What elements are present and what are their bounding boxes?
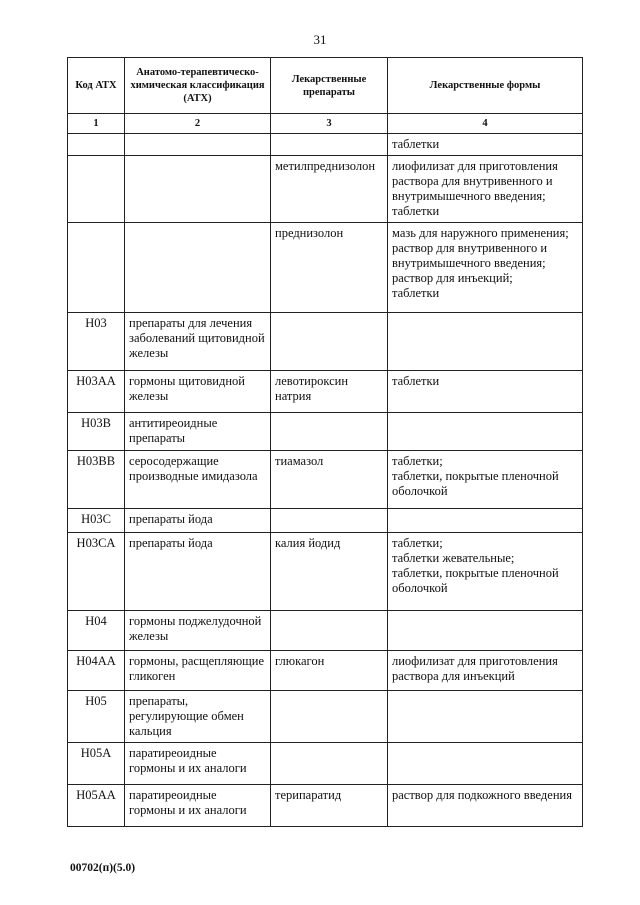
dosage-form-line: таблетки [392,137,440,151]
dosage-form-line: таблетки [392,204,440,218]
dosage-forms-cell [388,743,583,785]
table-header-row [68,58,583,114]
page-number: 31 [313,32,327,47]
table-row [68,413,583,451]
atc-code-cell [68,134,125,156]
dosage-forms-cell [388,533,583,611]
atc-code-cell: H05AA [68,785,125,827]
dosage-forms-cell [388,156,583,223]
drug-cell [271,313,388,371]
classification-cell: препараты для лечения заболеваний щитовидной железы [125,313,271,371]
dosage-form-line: таблетки [392,374,440,388]
dosage-form-line: раствор для подкожного введения [392,788,572,802]
atc-code-cell: H04 [68,611,125,651]
table-row [68,156,583,223]
dosage-form-line: таблетки; [392,536,443,550]
table-row [68,611,583,651]
dosage-forms-cell [388,313,583,371]
atc-code-cell: H03C [68,509,125,533]
dosage-form-line: таблетки; [392,454,443,468]
atc-code-cell: H03AA [68,371,125,413]
drug-cell: левотироксин натрия [271,371,388,413]
classification-cell: препараты йода [125,533,271,611]
header-classification: Анатомо-терапевтическо-химическая классификация (АТХ) [125,58,271,114]
classification-cell: препараты, регулирующие обмен кальция [125,691,271,743]
classification-cell: препараты йода [125,509,271,533]
dosage-form-line: таблетки [392,286,440,300]
drug-cell: глюкагон [271,651,388,691]
drug-cell: тиамазол [271,451,388,509]
classification-cell [125,156,271,223]
table-row [68,371,583,413]
table-row [68,134,583,156]
dosage-form-line: раствор для внутривенного и внутримышечного введения; [392,241,548,270]
classification-cell [125,223,271,313]
dosage-forms-cell [388,611,583,651]
classification-cell: гормоны поджелудочной железы [125,611,271,651]
drug-cell [271,691,388,743]
drug-cell: терипаратид [271,785,388,827]
dosage-forms-cell [388,413,583,451]
drug-cell [271,509,388,533]
dosage-forms-cell [388,223,583,313]
header-code: Код АТХ [68,58,125,114]
atc-code-cell: H03CA [68,533,125,611]
table-row [68,223,583,313]
table-row [68,785,583,827]
dosage-form-line: лиофилизат для приготовления раствора для инъекций [392,654,558,683]
drug-cell: калия йодид [271,533,388,611]
table-row [68,533,583,611]
atc-code-cell: H03 [68,313,125,371]
classification-cell: паратиреоидные гормоны и их аналоги [125,785,271,827]
table-row [68,313,583,371]
drug-cell: преднизолон [271,223,388,313]
dosage-form-line: таблетки жевательные; [392,551,515,565]
atc-code-cell: H05 [68,691,125,743]
table-row [68,451,583,509]
drug-cell [271,611,388,651]
classification-cell: гормоны, расщепляющие гликоген [125,651,271,691]
header-drugs: Лекарственные препараты [271,58,388,114]
table-row [68,509,583,533]
drug-classification-table [67,57,583,827]
classification-cell: антитиреоидные препараты [125,413,271,451]
column-number: 2 [125,114,271,134]
atc-code-cell: H05A [68,743,125,785]
dosage-forms-cell [388,509,583,533]
table-row [68,651,583,691]
dosage-form-line: раствор для инъекций; [392,271,513,285]
atc-code-cell: H04AA [68,651,125,691]
dosage-forms-cell [388,651,583,691]
dosage-form-line: лиофилизат для приготовления раствора для внутривенного и внутримышечного введения; [392,159,558,203]
table-row [68,691,583,743]
dosage-forms-cell [388,371,583,413]
table-row [68,743,583,785]
dosage-forms-cell [388,785,583,827]
dosage-form-line: мазь для наружного применения; [392,226,569,240]
atc-code-cell [68,223,125,313]
column-number: 3 [271,114,388,134]
classification-cell: гормоны щитовидной железы [125,371,271,413]
header-forms: Лекарственные формы [388,58,583,114]
dosage-form-line: таблетки, покрытые пленочной оболочкой [392,469,559,498]
classification-cell [125,134,271,156]
dosage-forms-cell [388,134,583,156]
drug-cell [271,413,388,451]
drug-cell [271,743,388,785]
column-number-row [68,114,583,134]
classification-cell: паратиреоидные гормоны и их аналоги [125,743,271,785]
dosage-forms-cell [388,691,583,743]
column-number: 1 [68,114,125,134]
atc-code-cell: H03B [68,413,125,451]
column-number: 4 [388,114,583,134]
document-footer-code: 00702(п)(5.0) [70,862,136,874]
atc-code-cell [68,156,125,223]
atc-code-cell: H03BB [68,451,125,509]
dosage-form-line: таблетки, покрытые пленочной оболочкой [392,566,559,595]
classification-cell: серосодержащие производные имидазола [125,451,271,509]
drug-cell [271,134,388,156]
table-body [68,134,583,827]
dosage-forms-cell [388,451,583,509]
drug-cell: метилпреднизолон [271,156,388,223]
